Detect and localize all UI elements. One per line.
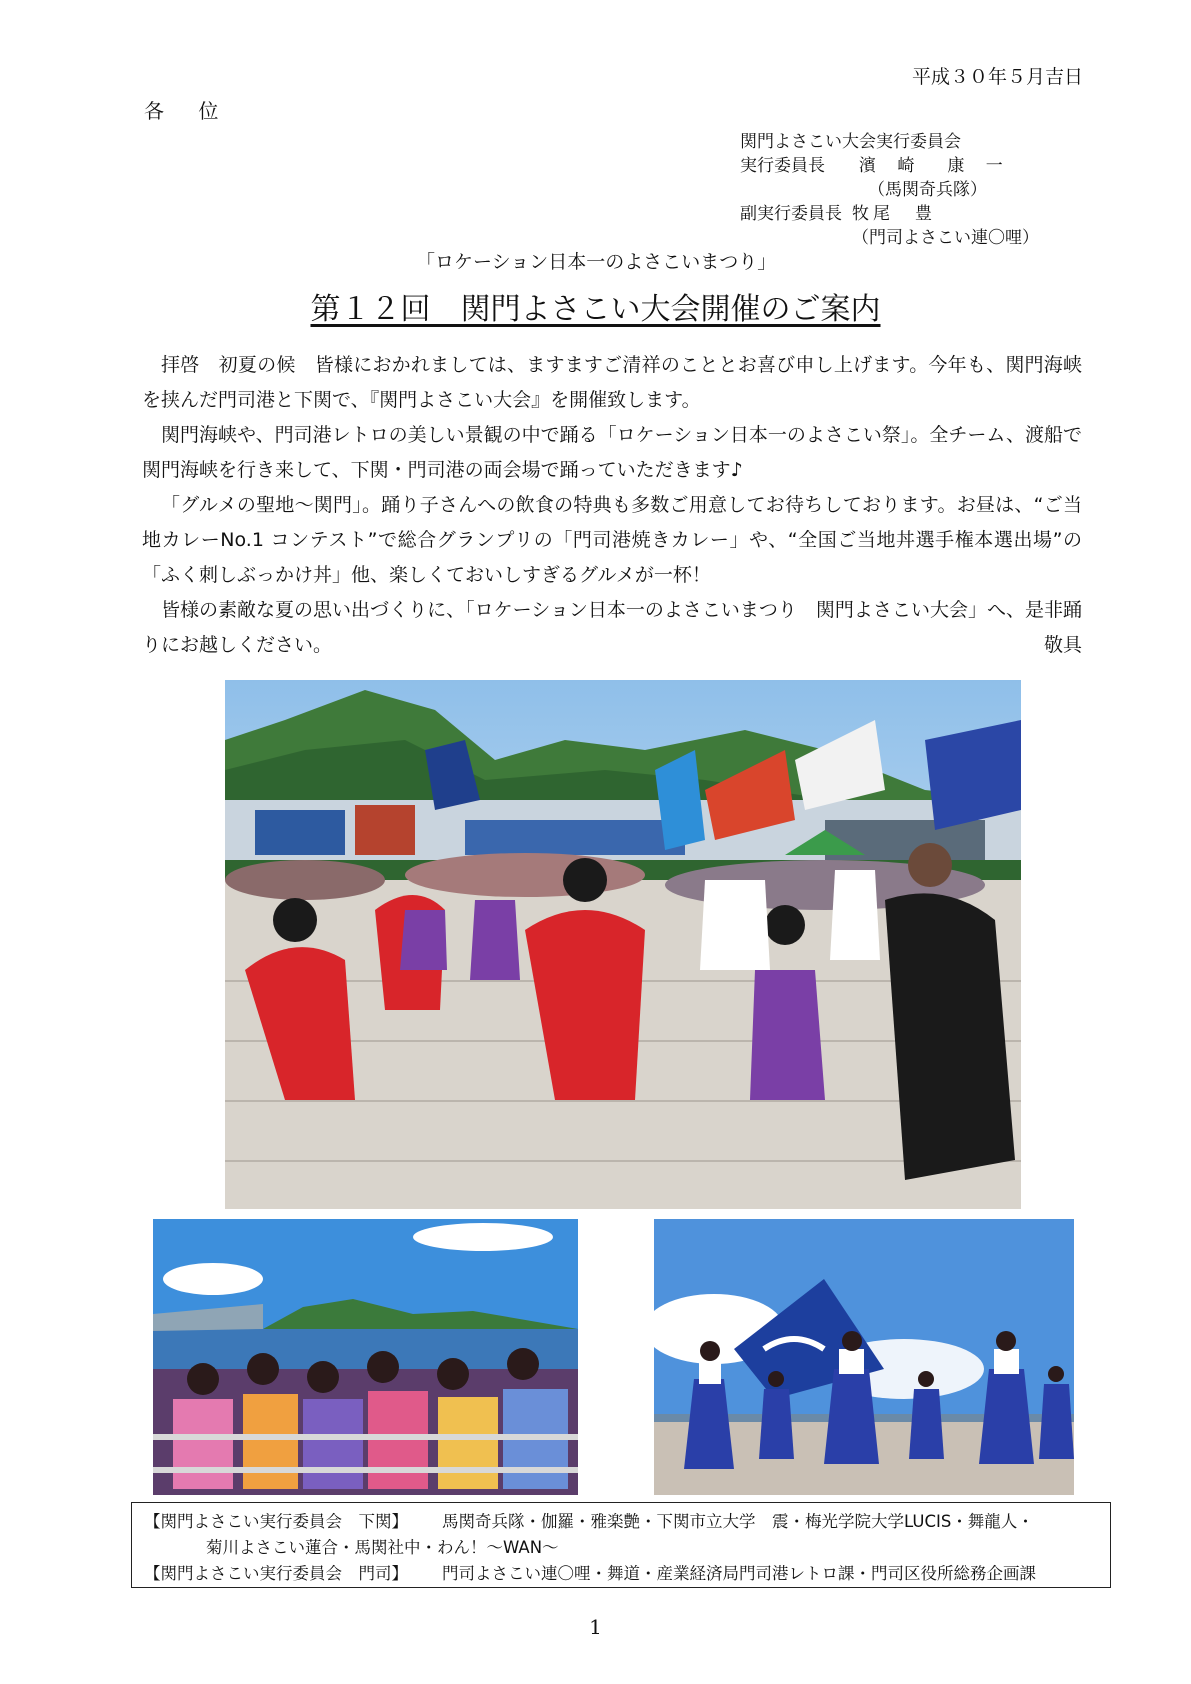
shimonoseki-label: 【関門よさこい実行委員会 下関】 [144,1512,408,1531]
closing: 敬具 [1043,634,1082,656]
shimonoseki-teams-1: 馬関奇兵隊・伽羅・雅楽艶・下関市立大学 震・梅光学院大学LUCIS・舞龍人・ [442,1512,1034,1531]
chair-row [740,154,1039,178]
paragraph-3: 「グルメの聖地～関門」。踊り子さんへの飲食の特典も多数ご用意してお待ちしております。お昼は、“ご当地カレーNo.1 コンテスト”で総合グランプリの「門司港焼きカレー」や、“全国ご当地丼選手権本選出場”の「ふく刺しぶっかけ丼」他、楽しくておいしすぎるグルメが一杯！ [142,494,1082,586]
organizer-block [740,130,1039,250]
committee-name: 関門よさこい大会実行委員会 [740,132,961,152]
members-shimonoseki-line-1 [144,1509,1100,1535]
paragraph-1: 拝啓 初夏の候 皆様におかれましては、ますますご清祥のこととお喜び申し上げます。今年も、関門海峡を挟んだ門司港と下関で、『関門よさこい大会』を開催致します。 [142,354,1082,411]
page-number: 1 [589,1615,602,1639]
moji-label: 【関門よさこい実行委員会 門司】 [144,1564,408,1583]
paragraph-4: 皆様の素敵な夏の思い出づくりに、「ロケーション日本一のよさこいまつり 関門よさこい大会」へ、是非踊りにお越しください。 [142,599,1082,656]
chair-name: 濱 崎 康 一 [859,156,1011,176]
vice-title: 副実行委員長 [740,204,842,224]
page-title-text: 第１２回 関門よさこい大会開催のご案内 [310,292,881,327]
shimonoseki-teams-2: 菊川よさこい蓮合・馬関社中・わん！～WAN～ [206,1538,559,1557]
moji-teams: 門司よさこい連〇哩・舞道・産業経済局門司港レトロ課・門司区役所総務企画課 [442,1564,1036,1583]
chair-affiliation: （馬関奇兵隊） [868,180,987,200]
committee-members-box [131,1502,1111,1588]
photo-blue-dancers-flag [654,1219,1074,1495]
vice-name: 牧尾 豊 [852,204,936,224]
paragraph-2: 関門海峡や、門司港レトロの美しい景観の中で踊る「ロケーション日本一のよさこい祭」。全チーム、渡船で関門海峡を行き来して、下関・門司港の両会場で踊っていただきます♪ [142,424,1082,481]
paragraph-4-wrap [142,593,1082,663]
letter-body [142,348,1082,663]
chair-title: 実行委員長 [740,156,825,176]
photo-boat-dancers [153,1219,578,1495]
date: 平成３０年５月吉日 [911,66,1083,88]
vice-affiliation: （門司よさこい連〇哩） [852,228,1039,248]
members-moji-line [144,1561,1100,1587]
catchphrase: 「ロケーション日本一のよさこいまつり」 [416,251,777,273]
main-photo-dancers [225,680,1021,1209]
vice-row [740,202,1039,226]
page-title [0,290,1191,330]
addressee: 各 位 [144,99,233,123]
